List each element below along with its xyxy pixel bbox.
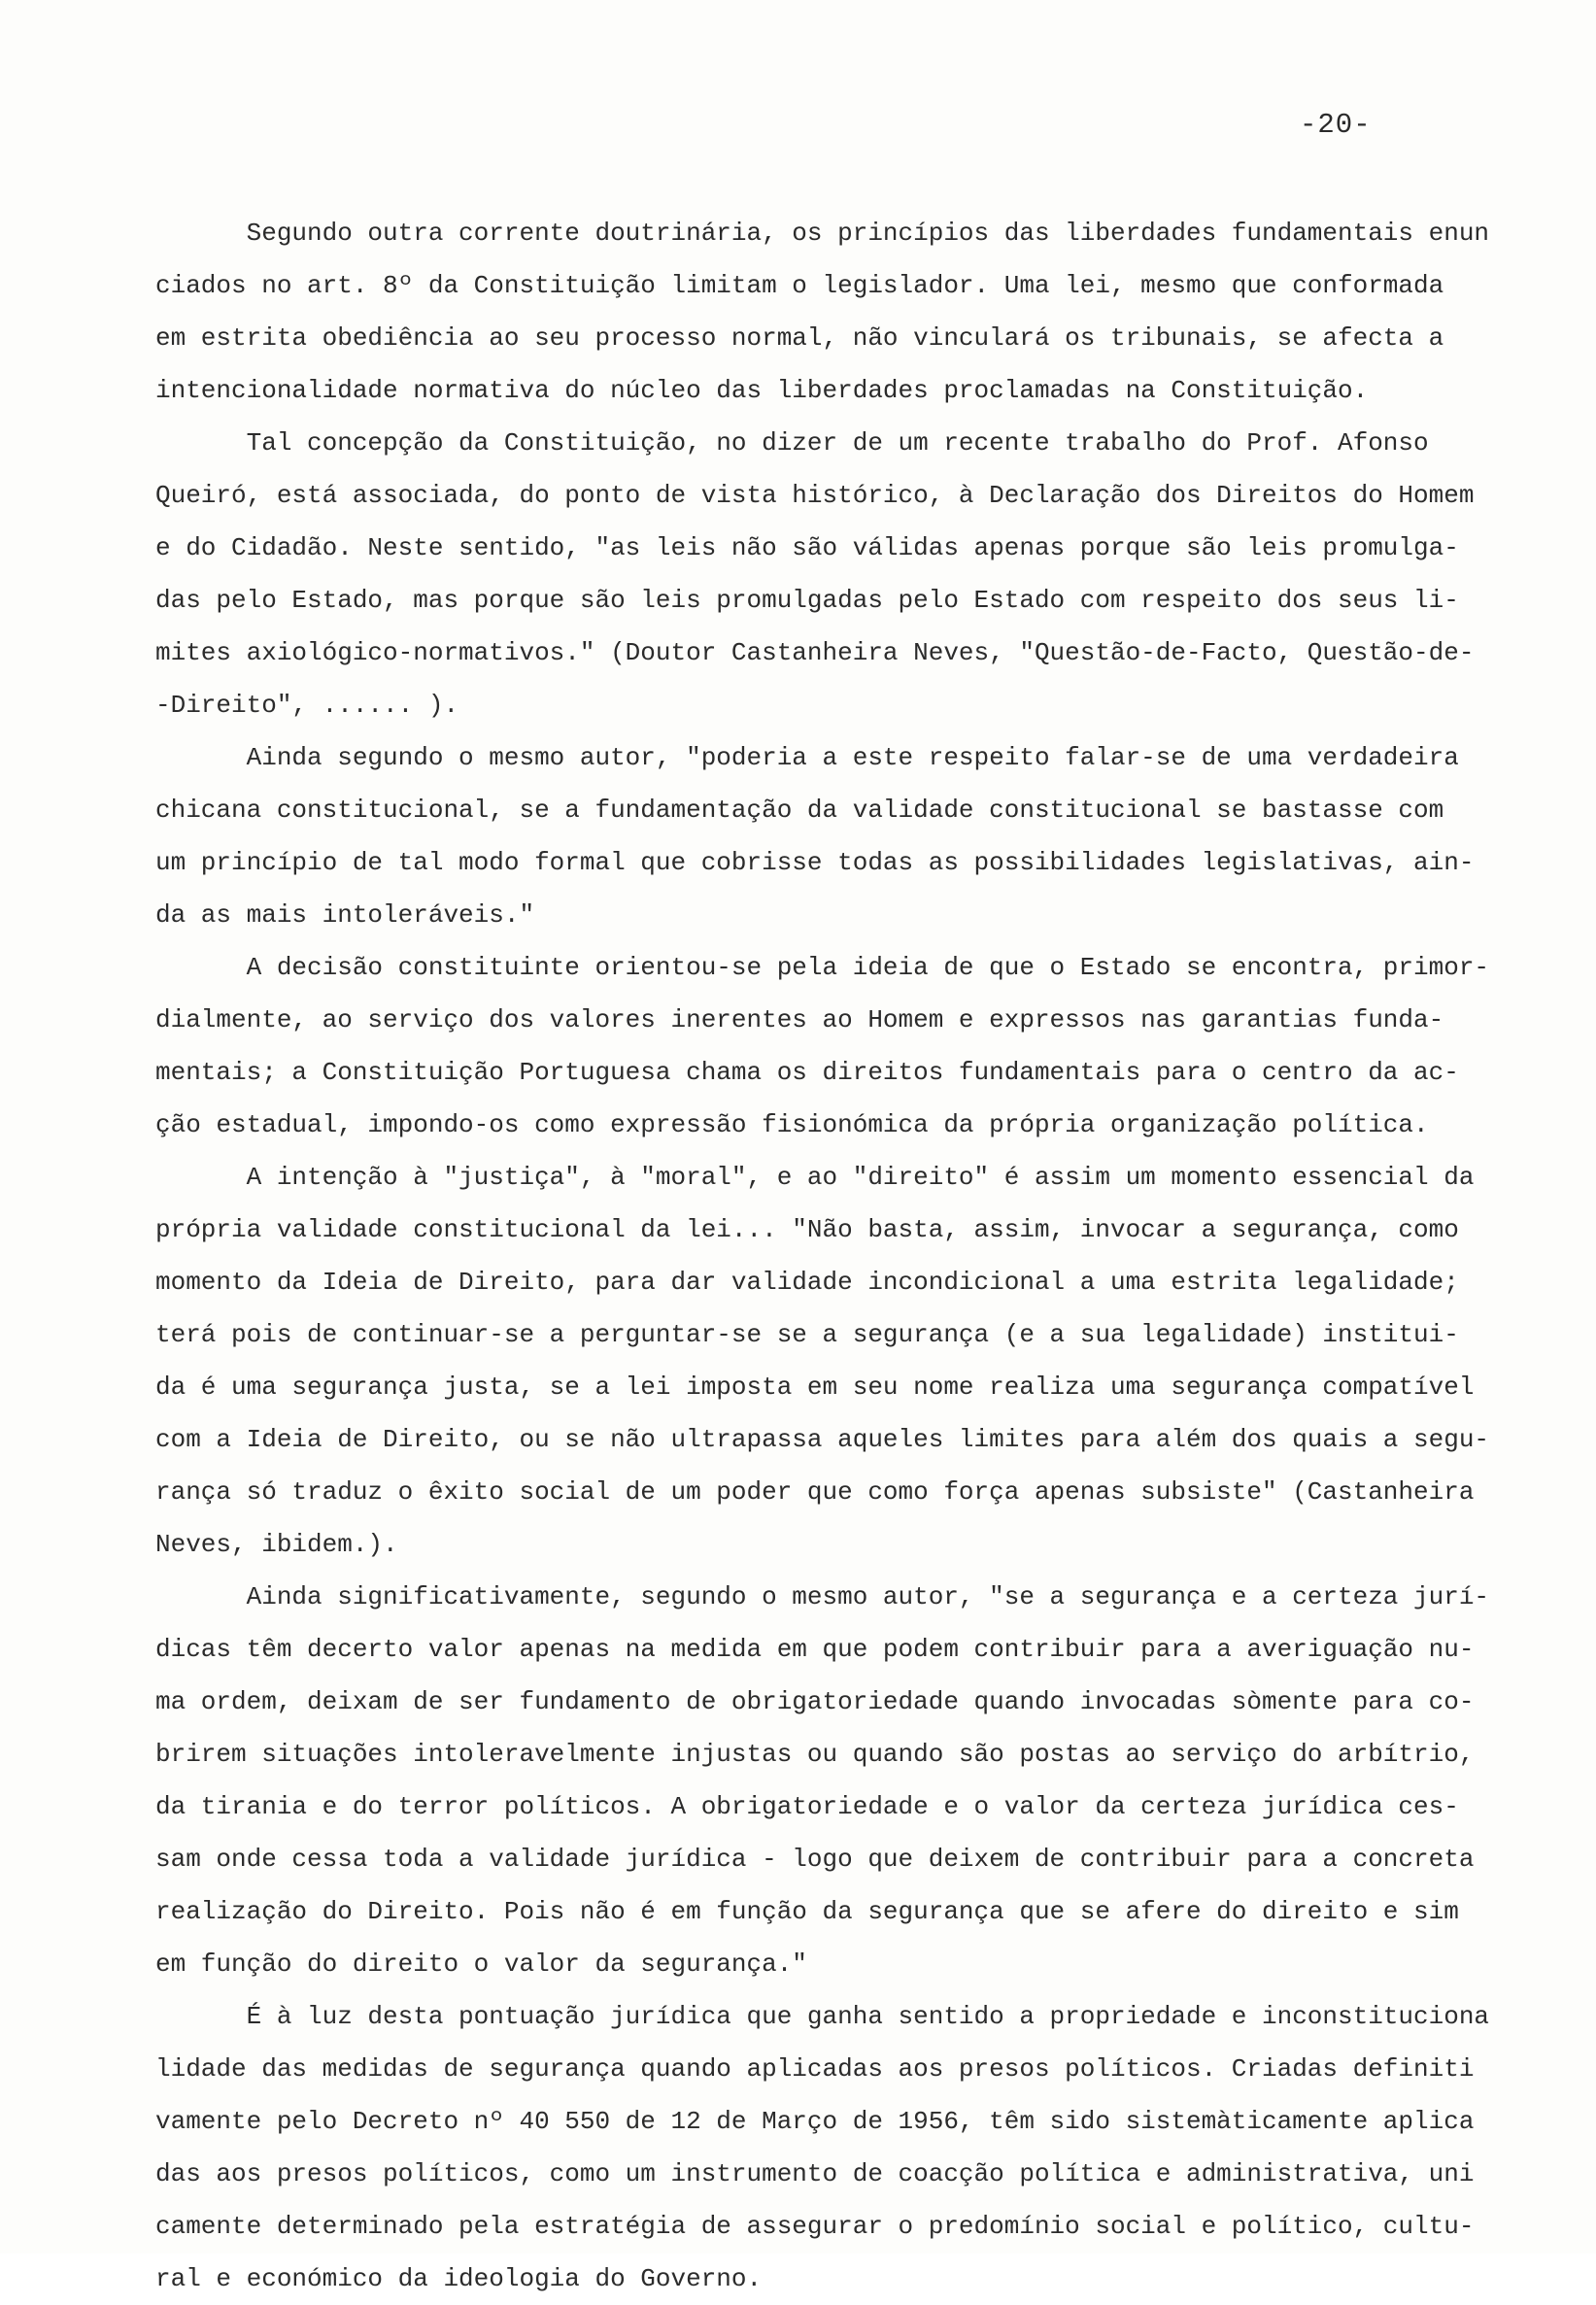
text-line: ral e económico da ideologia do Governo. [155, 2264, 763, 2293]
text-line: A intenção à "justiça", à "moral", e ao "direito" é assim um momento essencial da [155, 1163, 1475, 1192]
text-line: Ainda segundo o mesmo autor, "poderia a este respeito falar-se de uma verdadeira [155, 743, 1459, 772]
text-line: lidade das medidas de segurança quando aplicadas aos presos políticos. Criadas definiti [155, 2054, 1475, 2084]
text-line: da as mais intoleráveis." [155, 900, 535, 930]
text-line: dicas têm decerto valor apenas na medida em que podem contribuir para a averiguação nu- [155, 1635, 1475, 1664]
text-line: Segundo outra corrente doutrinária, os princípios das liberdades fundamentais enun [155, 219, 1490, 248]
text-line: com a Ideia de Direito, ou se não ultrapassa aqueles limites para além dos quais a segu- [155, 1425, 1490, 1454]
text-line: terá pois de continuar-se a perguntar-se se a segurança (e a sua legalidade) institui- [155, 1320, 1459, 1349]
text-line: dialmente, ao serviço dos valores inerentes ao Homem e expressos nas garantias funda- [155, 1005, 1444, 1034]
page-number: -20- [1300, 109, 1372, 141]
text-line: Ainda significativamente, segundo o mesmo autor, "se a segurança e a certeza jurí- [155, 1582, 1490, 1611]
text-line: e do Cidadão. Neste sentido, "as leis não são válidas apenas porque são leis promulga- [155, 533, 1459, 562]
text-line: rança só traduz o êxito social de um poder que como força apenas subsiste" (Castanheira [155, 1477, 1475, 1507]
text-line: brirem situações intoleravelmente injustas ou quando são postas ao serviço do arbítrio, [155, 1740, 1475, 1769]
text-line: mentais; a Constituição Portuguesa chama os direitos fundamentais para o centro da ac- [155, 1058, 1459, 1087]
text-line: A decisão constituinte orientou-se pela ideia de que o Estado se encontra, primor- [155, 953, 1490, 982]
text-line: da tirania e do terror políticos. A obrigatoriedade e o valor da certeza jurídica ces- [155, 1792, 1459, 1821]
text-line: momento da Ideia de Direito, para dar validade incondicional a uma estrita legalidade; [155, 1268, 1459, 1297]
text-line: das aos presos políticos, como um instrumento de coacção política e administrativa, uni [155, 2159, 1475, 2188]
text-line: -Direito", ...... ). [155, 691, 459, 720]
text-line: Tal concepção da Constituição, no dizer de um recente trabalho do Prof. Afonso [155, 428, 1429, 458]
text-line: Queiró, está associada, do ponto de vista histórico, à Declaração dos Direitos do Homem [155, 481, 1475, 510]
text-line: da é uma segurança justa, se a lei imposta em seu nome realiza uma segurança compatível [155, 1373, 1475, 1402]
text-line: Neves, ibidem.). [155, 1530, 398, 1559]
text-line: ma ordem, deixam de ser fundamento de obrigatoriedade quando invocadas sòmente para co- [155, 1687, 1475, 1716]
text-line: própria validade constitucional da lei... "Não basta, assim, invocar a segurança, como [155, 1215, 1459, 1244]
text-line: um princípio de tal modo formal que cobrisse todas as possibilidades legislativas, ain- [155, 848, 1475, 877]
text-line: realização do Direito. Pois não é em função da segurança que se afere do direito e sim [155, 1897, 1459, 1926]
text-line: sam onde cessa toda a validade jurídica - logo que deixem de contribuir para a concreta [155, 1845, 1475, 1874]
text-line: camente determinado pela estratégia de assegurar o predomínio social e político, cultu- [155, 2212, 1475, 2241]
text-line: ção estadual, impondo-os como expressão fisionómica da própria organização política. [155, 1110, 1429, 1139]
text-line: em função do direito o valor da segurança." [155, 1949, 807, 1979]
text-line: chicana constitucional, se a fundamentação da validade constitucional se bastasse com [155, 796, 1444, 825]
body-text [155, 207, 1496, 2305]
text-line: vamente pelo Decreto nº 40 550 de 12 de Março de 1956, têm sido sistemàticamente aplica [155, 2107, 1475, 2136]
text-line: em estrita obediência ao seu processo normal, não vinculará os tribunais, se afecta a [155, 323, 1444, 353]
text-line: ciados no art. 8º da Constituição limitam o legislador. Uma lei, mesmo que conformada [155, 271, 1444, 300]
text-line: das pelo Estado, mas porque são leis promulgadas pelo Estado com respeito dos seus li- [155, 586, 1459, 615]
text-line: É à luz desta pontuação jurídica que ganha sentido a propriedade e inconstituciona [155, 2002, 1490, 2031]
text-line: intencionalidade normativa do núcleo das liberdades proclamadas na Constituição. [155, 376, 1369, 405]
text-line: mites axiológico-normativos." (Doutor Castanheira Neves, "Questão-de-Facto, Questão-de- [155, 638, 1475, 667]
